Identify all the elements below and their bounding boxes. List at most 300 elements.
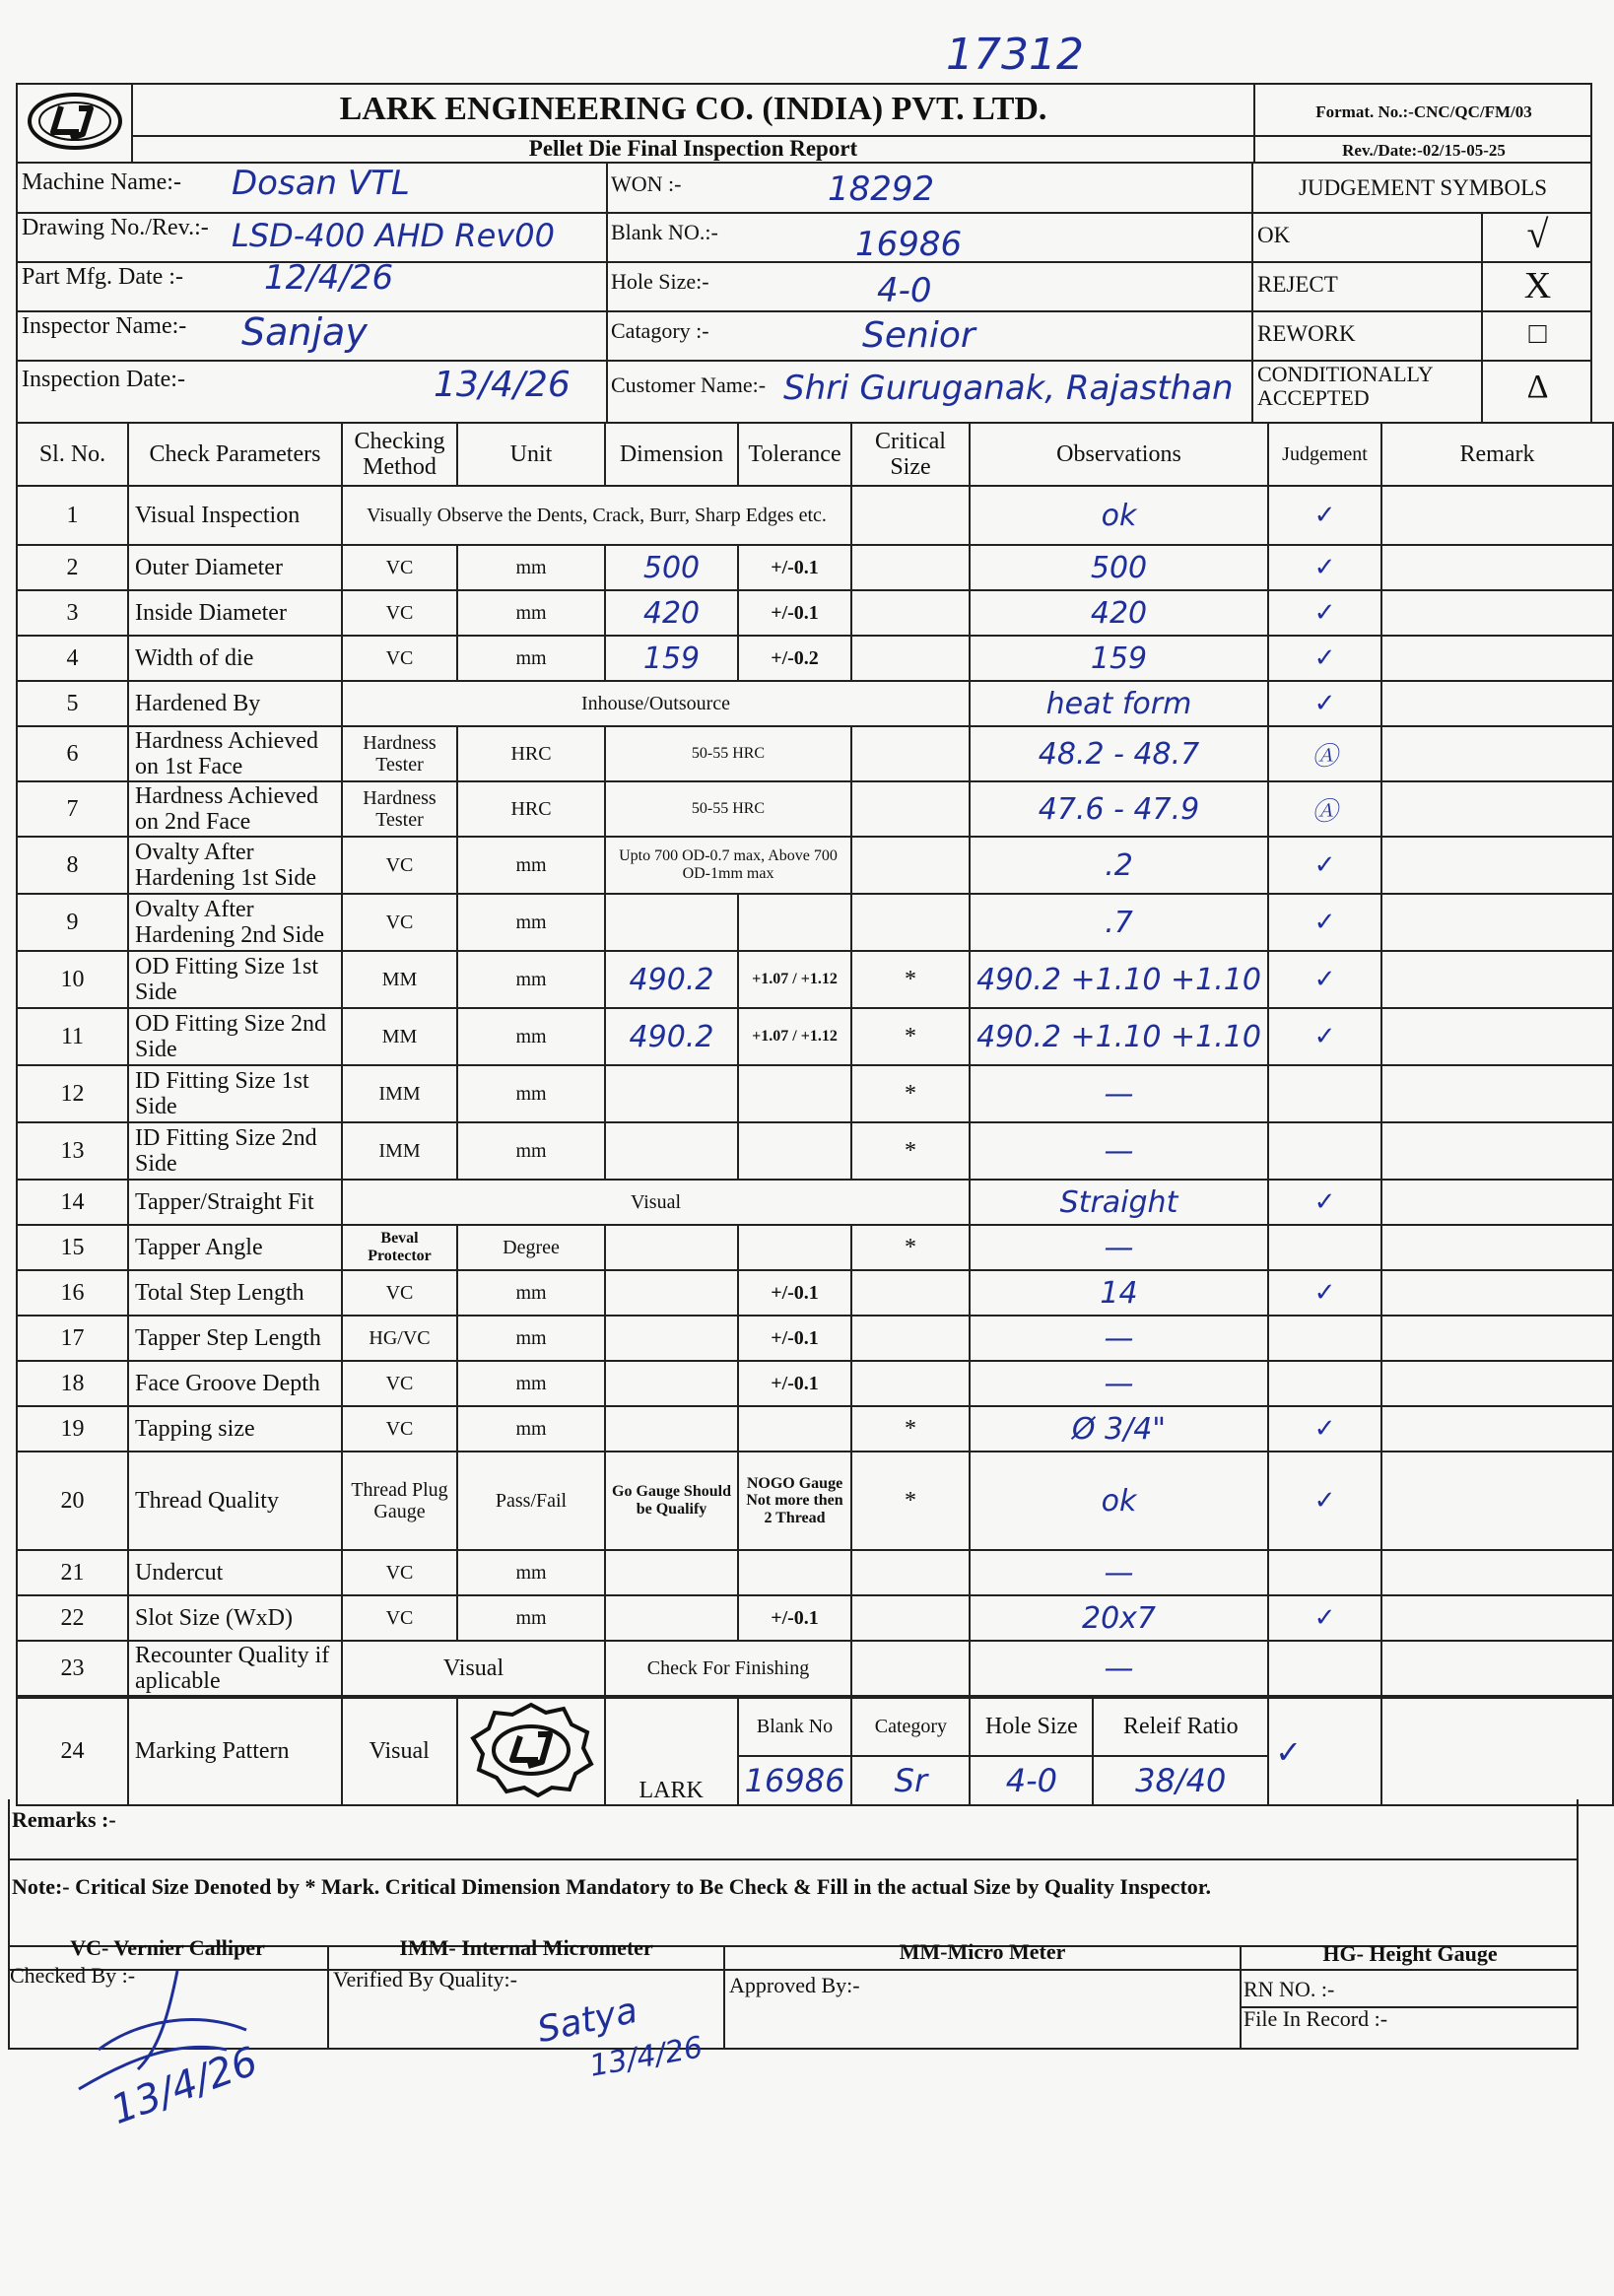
row-dimension [605,1225,738,1270]
row-spec: Visually Observe the Dents, Crack, Burr, Sharp Edges etc. [342,486,851,545]
row-remark [1381,1452,1613,1550]
table-row [17,1641,1613,1696]
row-remark [1381,1008,1613,1065]
part-mfg-label: Part Mfg. Date :- [22,264,183,290]
row-param: Ovalty After Hardening 2nd Side [128,894,342,951]
report-title: Pellet Die Final Inspection Report [528,136,858,161]
row-param: Recounter Quality if aplicable [128,1641,342,1696]
row-param: Tapper Step Length [128,1316,342,1361]
table-row [17,1270,1613,1316]
row-critical [851,1270,970,1316]
row-method: HG/VC [342,1316,457,1361]
row-unit: mm [457,590,605,636]
row-critical: * [851,1225,970,1270]
row-critical [851,837,970,894]
row-param: Thread Quality [128,1452,342,1550]
table-row [17,781,1613,837]
table-row [17,545,1613,590]
row-remark [1381,1406,1613,1452]
col-judgement: Judgement [1268,423,1381,486]
row-method: IMM [342,1122,457,1180]
remarks-box [8,1799,1579,1860]
row-dimension [605,1550,738,1595]
legend-mm: MM-Micro Meter [899,1939,1066,1964]
row-unit: mm [457,1550,605,1595]
row-critical: * [851,1065,970,1122]
customer-label: Customer Name:- [611,372,767,397]
table-row [17,951,1613,1008]
row-param: Inside Diameter [128,590,342,636]
judgement-ok-label: OK [1257,223,1291,247]
row-tolerance: +/-0.1 [738,545,851,590]
table-row [17,1122,1613,1180]
row-unit: mm [457,1316,605,1361]
table-header [17,423,1613,486]
row-param: Undercut [128,1550,342,1595]
marking-judge-cell [1268,1698,1381,1805]
row-param: Ovalty After Hardening 1st Side [128,837,342,894]
row-tolerance: +/-0.1 [738,590,851,636]
legend-hg: HG- Height Gauge [1322,1941,1498,1966]
row-sl: 19 [17,1406,128,1452]
row-judgement: Ⓐ [1268,781,1381,837]
row-sl: 21 [17,1550,128,1595]
row-unit: mm [457,1406,605,1452]
row-method: VC [342,590,457,636]
inspector-label: Inspector Name:- [22,313,187,339]
table-row [17,1180,1613,1225]
row-spec: 50-55 HRC [605,781,851,837]
row-critical: * [851,1406,970,1452]
table-row [17,1008,1613,1065]
note-text: Note:- Critical Size Denoted by * Mark. Critical Dimension Mandatory to Be Check & Fill in the actual Size by Quality Inspector. [12,1874,1212,1899]
row-spec: 50-55 HRC [605,726,851,781]
row-observation: — [970,1361,1268,1406]
marking-blank-value: 16986 [738,1756,852,1805]
row-unit: mm [457,1065,605,1122]
row-sl: 7 [17,781,128,837]
row-sl: 22 [17,1595,128,1641]
judgement-conditional-symbol: Δ [1526,369,1549,405]
hole-value: 4-0 [877,271,932,310]
row-unit: mm [457,894,605,951]
row-judgement: ✓ [1268,951,1381,1008]
marking-sl: 24 [17,1698,128,1805]
table-row [17,1406,1613,1452]
marking-remark [1381,1698,1613,1805]
row-param: Slot Size (WxD) [128,1595,342,1641]
blank-value: 16986 [855,225,963,264]
row-judgement: ✓ [1268,636,1381,681]
blank-label: Blank NO.:- [611,220,718,244]
row-observation: ok [970,486,1268,545]
row-dimension [605,1316,738,1361]
won-label: WON :- [611,171,682,196]
row-method: Hardness Tester [342,781,457,837]
row-param: ID Fitting Size 1st Side [128,1065,342,1122]
table-row [17,1316,1613,1361]
row-remark [1381,486,1613,545]
row-critical: * [851,1122,970,1180]
row-param: Tapping size [128,1406,342,1452]
row-critical [851,781,970,837]
row-judgement [1268,1550,1381,1595]
row-tolerance: +/-0.1 [738,1595,851,1641]
marking-releif-label: Releif Ratio [1093,1698,1268,1756]
table-row [17,1595,1613,1641]
row-method: MM [342,951,457,1008]
row-method: VC [342,837,457,894]
row-judgement: ✓ [1268,486,1381,545]
row-remark [1381,726,1613,781]
row-method: VC [342,1550,457,1595]
row-remark [1381,636,1613,681]
row-judgement: ✓ [1268,1270,1381,1316]
row-critical: * [851,1008,970,1065]
top-number: 17312 [946,30,1084,80]
marking-method: Visual [342,1698,457,1805]
row-judgement: ✓ [1268,1008,1381,1065]
marking-table [16,1697,1614,1806]
row-dimension [605,1122,738,1180]
row-param: Tapper Angle [128,1225,342,1270]
row-critical: * [851,1452,970,1550]
checked-by-date: 13/4/26 [104,2039,264,2133]
row-sl: 15 [17,1225,128,1270]
row-unit: mm [457,1361,605,1406]
verified-by-label: Verified By Quality:- [333,1967,517,1992]
row-observation: Ø 3/4" [970,1406,1268,1452]
gear-logo-icon [459,1699,603,1797]
col-param: Check Parameters [128,423,342,486]
row-dimension: 500 [605,545,738,590]
row-sl: 6 [17,726,128,781]
row-tolerance: NOGO Gauge Not more then 2 Thread [738,1452,851,1550]
table-row [17,1550,1613,1595]
row-param: Hardness Achieved on 2nd Face [128,781,342,837]
row-observation: 490.2 +1.10 +1.10 [970,951,1268,1008]
row-dimension [605,1270,738,1316]
row-critical [851,1550,970,1595]
row-unit: mm [457,837,605,894]
row-remark [1381,681,1613,726]
row-method: VC [342,1406,457,1452]
approved-by-label: Approved By:- [729,1973,860,1997]
judgement-conditional-label: CONDITIONALLY ACCEPTED [1257,362,1433,411]
marking-row-top [17,1698,1613,1756]
part-mfg-value: 12/4/26 [264,258,394,298]
row-judgement: ✓ [1268,545,1381,590]
row-sl: 13 [17,1122,128,1180]
row-tolerance: +/-0.2 [738,636,851,681]
row-observation: 159 [970,636,1268,681]
row-dimension: 490.2 [605,1008,738,1065]
row-judgement [1268,1361,1381,1406]
row-method: VC [342,1595,457,1641]
row-param: Visual Inspection [128,486,342,545]
judgement-rework-label: REWORK [1257,321,1356,346]
table-row [17,1452,1613,1550]
divider [606,164,608,424]
row-remark [1381,1316,1613,1361]
table-row [17,681,1613,726]
row-remark [1381,1595,1613,1641]
verified-by-signature: Satya [533,1990,641,2052]
row-observation: — [970,1550,1268,1595]
row-sl: 18 [17,1361,128,1406]
row-judgement: ✓ [1268,1180,1381,1225]
row-judgement [1268,1122,1381,1180]
row-remark [1381,1122,1613,1180]
row-tolerance [738,1225,851,1270]
row-observation: heat form [970,681,1268,726]
row-remark [1381,590,1613,636]
row-method: Beval Protector [342,1225,457,1270]
row-judgement: Ⓐ [1268,726,1381,781]
row-sl: 12 [17,1065,128,1122]
row-sl: 8 [17,837,128,894]
company-name: LARK ENGINEERING CO. (INDIA) PVT. LTD. [339,91,1047,127]
judgement-ok-symbol: √ [1526,212,1549,256]
row-method: VC [342,636,457,681]
row-unit: Pass/Fail [457,1452,605,1550]
row-dimension [605,1065,738,1122]
row-judgement: ✓ [1268,590,1381,636]
inspection-table [16,422,1614,1697]
row-param: OD Fitting Size 2nd Side [128,1008,342,1065]
row-method: IMM [342,1065,457,1122]
row-param: Tapper/Straight Fit [128,1180,342,1225]
col-critical: Critical Size [851,423,970,486]
row-sl: 17 [17,1316,128,1361]
row-observation: 500 [970,545,1268,590]
row-judgement: ✓ [1268,681,1381,726]
marking-lark: LARK [605,1698,738,1805]
rev-date: Rev./Date:-02/15-05-25 [1342,141,1506,160]
marking-hole-value: 4-0 [970,1756,1093,1805]
inspection-date-label: Inspection Date:- [22,367,185,392]
row-dimension [605,1361,738,1406]
row-spec: Inhouse/Outsource [342,681,970,726]
row-sl: 2 [17,545,128,590]
row-critical [851,545,970,590]
row-observation: 420 [970,590,1268,636]
row-tolerance: +/-0.1 [738,1361,851,1406]
divider [16,261,1592,263]
row-observation: Straight [970,1180,1268,1225]
row-tolerance: +1.07 / +1.12 [738,1008,851,1065]
inspector-value: Sanjay [241,310,368,354]
row-judgement [1268,1316,1381,1361]
drawing-label: Drawing No./Rev.:- [22,215,209,240]
customer-value: Shri Guruganak, Rajasthan [783,369,1234,408]
col-sl: Sl. No. [17,423,128,486]
row-method: VC [342,1270,457,1316]
marking-judge: ✓ [1275,1732,1303,1771]
marking-blank-label: Blank No [738,1698,852,1756]
row-remark [1381,1180,1613,1225]
row-critical [851,894,970,951]
row-dimension [605,1595,738,1641]
row-sl: 10 [17,951,128,1008]
row-remark [1381,1225,1613,1270]
row-tolerance [738,1065,851,1122]
row-method: VC [342,545,457,590]
marking-category-label: Category [851,1698,970,1756]
row-observation: — [970,1122,1268,1180]
row-remark [1381,1065,1613,1122]
divider [1251,164,1253,424]
table-row [17,486,1613,545]
row-critical [851,1595,970,1641]
row-sl: 20 [17,1452,128,1550]
drawing-value: LSD-400 AHD Rev00 [232,217,555,254]
row-method: VC [342,1361,457,1406]
judgement-title: JUDGEMENT SYMBOLS [1299,175,1547,200]
row-tolerance: +1.07 / +1.12 [738,951,851,1008]
row-method: VC [342,894,457,951]
format-no: Format. No.:-CNC/QC/FM/03 [1315,102,1532,121]
row-unit: mm [457,1595,605,1641]
col-tolerance: Tolerance [738,423,851,486]
inspection-date-value: 13/4/26 [434,365,571,405]
row-critical [851,1316,970,1361]
row-sl: 1 [17,486,128,545]
row-sl: 11 [17,1008,128,1065]
row-dimension: 420 [605,590,738,636]
category-value: Senior [862,315,975,356]
row-unit: mm [457,636,605,681]
row-judgement: ✓ [1268,1452,1381,1550]
row-judgement [1268,1225,1381,1270]
row-judgement: ✓ [1268,837,1381,894]
row-unit: Degree [457,1225,605,1270]
row-param: Width of die [128,636,342,681]
row-tolerance [738,894,851,951]
row-critical [851,1641,970,1696]
table-row [17,726,1613,781]
marking-hole-label: Hole Size [970,1698,1093,1756]
legend-imm: IMM- Internal Micrometer [399,1935,653,1960]
row-spec: Upto 700 OD-0.7 max, Above 700 OD-1mm max [605,837,851,894]
row-observation: — [970,1316,1268,1361]
row-unit: mm [457,1122,605,1180]
row-critical [851,636,970,681]
col-unit: Unit [457,423,605,486]
table-row [17,1361,1613,1406]
row-dimension [605,1406,738,1452]
row-dimension [605,894,738,951]
row-remark [1381,1270,1613,1316]
row-judgement: ✓ [1268,1406,1381,1452]
row-tolerance [738,1550,851,1595]
row-observation: 48.2 - 48.7 [970,726,1268,781]
row-remark [1381,951,1613,1008]
remarks-label: Remarks :- [12,1807,116,1832]
row-observation: ok [970,1452,1268,1550]
row-critical [851,590,970,636]
row-remark [1381,781,1613,837]
marking-releif-value: 38/40 [1093,1756,1268,1805]
row-tolerance: +/-0.1 [738,1316,851,1361]
row-observation: 490.2 +1.10 +1.10 [970,1008,1268,1065]
row-observation: — [970,1065,1268,1122]
row-remark [1381,1361,1613,1406]
machine-name-label: Machine Name:- [22,169,181,195]
row-remark [1381,1641,1613,1696]
row-param: OD Fitting Size 1st Side [128,951,342,1008]
row-remark [1381,894,1613,951]
row-remark [1381,837,1613,894]
row-unit: mm [457,951,605,1008]
row-unit: HRC [457,781,605,837]
category-label: Catagory :- [611,318,709,343]
row-tolerance: +/-0.1 [738,1270,851,1316]
row-critical [851,486,970,545]
won-value: 18292 [828,169,935,209]
row-judgement [1268,1065,1381,1122]
row-sl: 4 [17,636,128,681]
row-critical [851,726,970,781]
row-unit: mm [457,545,605,590]
row-unit: HRC [457,726,605,781]
row-tolerance [738,1122,851,1180]
row-critical: * [851,951,970,1008]
row-sl: 14 [17,1180,128,1225]
row-critical [851,1361,970,1406]
table-row [17,1065,1613,1122]
row-observation: 14 [970,1270,1268,1316]
row-observation: 20x7 [970,1595,1268,1641]
row-observation: .7 [970,894,1268,951]
row-param: Hardened By [128,681,342,726]
row-observation: — [970,1225,1268,1270]
checked-by-label: Checked By :- [10,1963,136,1988]
row-judgement: ✓ [1268,1595,1381,1641]
machine-name-value: Dosan VTL [232,164,410,203]
legend-vc: VC- Vernier Calliper [70,1935,265,1960]
row-spec: Check For Finishing [605,1641,851,1696]
row-remark [1381,1550,1613,1595]
row-unit: mm [457,1270,605,1316]
row-observation: — [970,1641,1268,1696]
row-judgement [1268,1641,1381,1696]
row-param: ID Fitting Size 2nd Side [128,1122,342,1180]
row-param: Hardness Achieved on 1st Face [128,726,342,781]
row-sl: 9 [17,894,128,951]
divider [327,1947,329,2050]
row-param: Total Step Length [128,1270,342,1316]
row-param: Outer Diameter [128,545,342,590]
row-observation: .2 [970,837,1268,894]
row-dimension: 490.2 [605,951,738,1008]
row-method: Visual [342,1641,605,1696]
file-in-record-label: File In Record :- [1244,2006,1388,2031]
row-method: Thread Plug Gauge [342,1452,457,1550]
rn-no-label: RN NO. :- [1244,1977,1335,2001]
row-spec: Visual [342,1180,970,1225]
row-param: Face Groove Depth [128,1361,342,1406]
row-dimension: 159 [605,636,738,681]
col-observations: Observations [970,423,1268,486]
marking-param: Marking Pattern [128,1698,342,1805]
row-unit: mm [457,1008,605,1065]
row-tolerance [738,1406,851,1452]
marking-category-value: Sr [851,1756,970,1805]
table-row [17,894,1613,951]
row-method: Hardness Tester [342,726,457,781]
col-method: Checking Method [342,423,457,486]
